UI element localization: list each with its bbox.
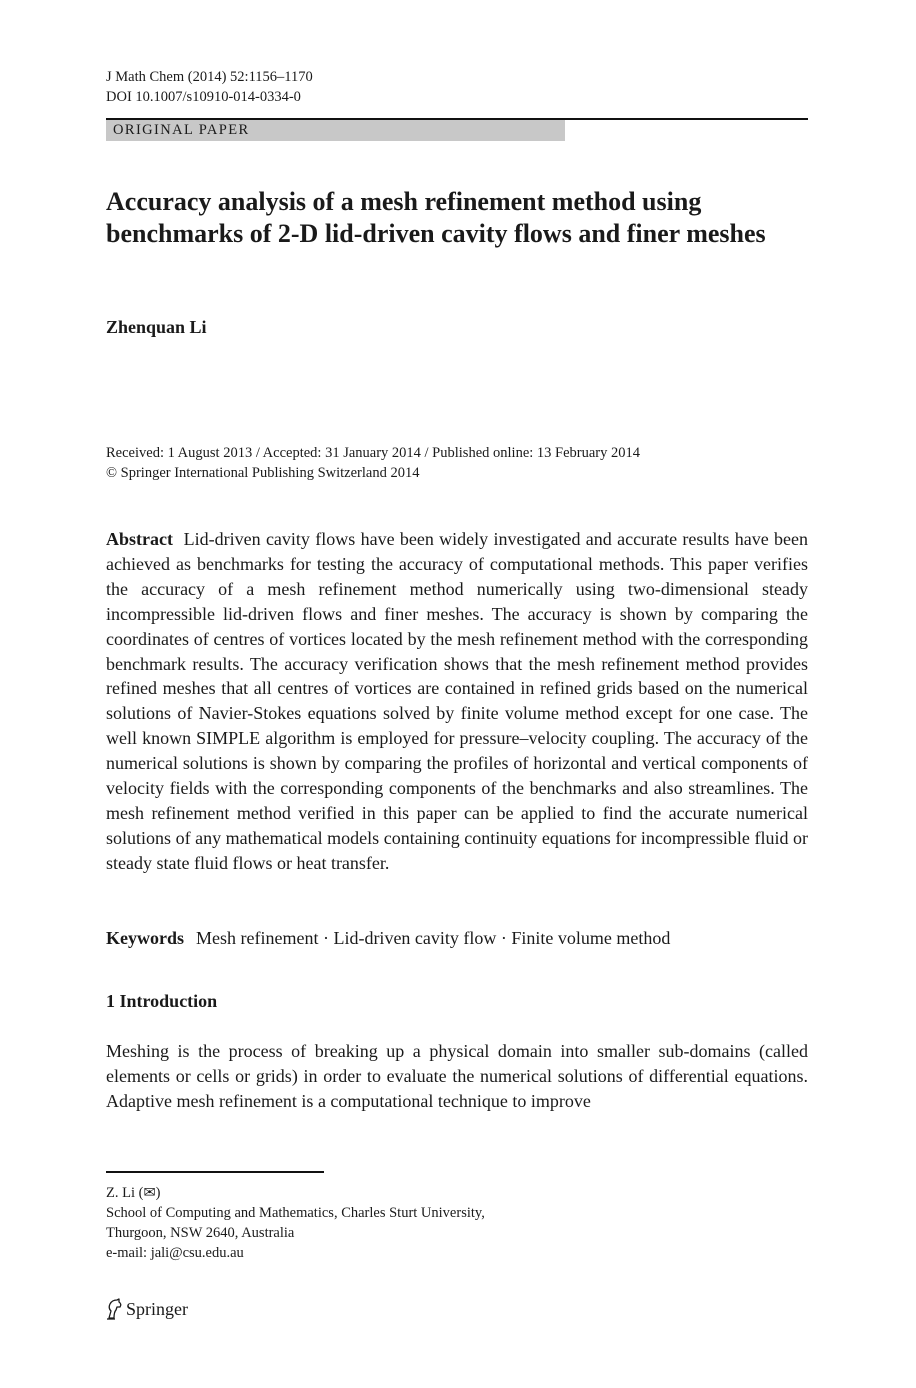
- publisher-logo: [104, 1297, 188, 1321]
- abstract: [106, 527, 808, 876]
- section-heading: 1 Introduction: [106, 991, 218, 1011]
- footnote-email: e-mail: jali@csu.edu.au: [106, 1245, 244, 1261]
- springer-horse-icon: [104, 1298, 124, 1320]
- section-text: Meshing is the process of breaking up a physical domain into smaller sub-domains (called elements or cells or grids) in order to evaluate the numerical solutions of differential equations. Adaptive mesh refinement is a computational technique to improve: [106, 1041, 808, 1111]
- history-dates: Received: 1 August 2013 / Accepted: 31 January 2014 / Published online: 13 February 2014: [106, 445, 641, 461]
- journal-line: J Math Chem (2014) 52:1156–1170: [106, 69, 313, 85]
- article-history: [106, 443, 640, 483]
- keywords-label: Keywords: [106, 928, 184, 948]
- author-name: Zhenquan Li: [106, 317, 207, 337]
- publisher-name: Springer: [126, 1299, 188, 1319]
- footnote-rule: [106, 1171, 324, 1173]
- article-type-label: ORIGINAL PAPER: [113, 122, 250, 138]
- abstract-label: Abstract: [106, 529, 173, 549]
- keywords-text: Mesh refinement · Lid-driven cavity flow · Finite volume method: [196, 928, 671, 948]
- abstract-text: Lid-driven cavity flows have been widely investigated and accurate results have been achieved as benchmarks for testing the accuracy of computational methods. This paper verifies the accuracy of a mesh refinement method numerically using two-dimensional steady incompressible lid-driven flows and finer meshes. The accuracy is shown by comparing the coordinates of centres of vortices located by the mesh refinement method with the corresponding benchmark results. The accuracy verification shows that the mesh refinement method provides refined meshes that all centres of vortices are contained in refined grids based on the numerical solutions of Navier-Stokes equations solved by finite volume method except for one case. The well known SIMPLE algorithm is employed for pressure–velocity coupling. The accuracy of the numerical solutions is shown by comparing the profiles of horizontal and vertical components of velocity fields with the corresponding components of the benchmarks and also streamlines. The mesh refinement method verified in this paper can be applied to find the accurate numerical solutions of any mathematical models containing continuity equations for incompressible fluid or steady state fluid flows or heat transfer.: [106, 529, 808, 873]
- journal-citation: [106, 67, 313, 107]
- paper-title: Accuracy analysis of a mesh refinement method using benchmarks of 2-D lid-driven cavity flows and finer meshes: [106, 187, 766, 248]
- copyright-line: © Springer International Publishing Switzerland 2014: [106, 465, 420, 481]
- footnote-affiliation-1: School of Computing and Mathematics, Charles Sturt University,: [106, 1205, 485, 1221]
- footnote-affiliation-2: Thurgoon, NSW 2640, Australia: [106, 1225, 295, 1241]
- footnote-author: Z. Li (✉): [106, 1185, 161, 1201]
- keywords: [106, 926, 670, 950]
- author-footnote: [106, 1183, 485, 1263]
- doi-line: DOI 10.1007/s10910-014-0334-0: [106, 89, 301, 105]
